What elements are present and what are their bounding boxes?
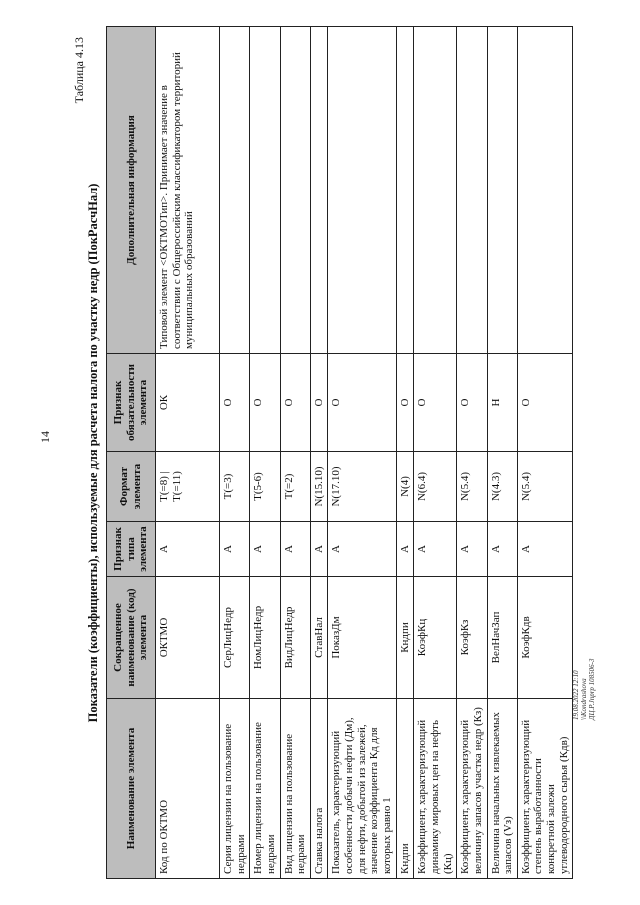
cell-name: Номер лицензии на пользование недрами: [250, 699, 280, 879]
cell-info: [220, 27, 250, 354]
cell-info: [517, 27, 573, 354]
cell-type: А: [328, 522, 396, 577]
col-header-code: Сокращенное наименование (код) элемента: [107, 577, 156, 699]
stamp-path: \\Kondrashova ДЦ.Р.Jnprp 108506-3: [580, 658, 597, 720]
cell-info: [487, 27, 517, 354]
table-row: [396, 27, 414, 879]
cell-format: T(=8) | T(=11): [156, 452, 220, 522]
col-header-type: Признак типа элемента: [107, 522, 156, 577]
cell-required: О: [396, 354, 414, 452]
table-row: [280, 27, 310, 879]
cell-format: N(5.4): [457, 452, 487, 522]
table-row: [250, 27, 280, 879]
cell-info: [328, 27, 396, 354]
col-header-name: Наименование элемента: [107, 699, 156, 879]
cell-name: Коэффициент, характеризующий степень выработанности конкретной залежи углеводородного сырья (Кдв): [517, 699, 573, 879]
page-number: 14: [38, 431, 52, 443]
cell-name: Ставка налога: [310, 699, 328, 879]
cell-code: КоэфКц: [414, 577, 457, 699]
table-label: Таблица 4.13: [72, 37, 86, 104]
cell-name: Код по ОКТМО: [156, 699, 220, 879]
cell-required: О: [310, 354, 328, 452]
cell-info: [250, 27, 280, 354]
cell-type: А: [280, 522, 310, 577]
elements-table: [106, 26, 573, 879]
cell-type: А: [487, 522, 517, 577]
cell-format: T(5-6): [250, 452, 280, 522]
cell-required: О: [220, 354, 250, 452]
cell-format: N(4): [396, 452, 414, 522]
cell-format: T(=3): [220, 452, 250, 522]
cell-name: Величина начальных извлекаемых запасов (Vз): [487, 699, 517, 879]
col-header-info: Дополнительная информация: [107, 27, 156, 354]
col-header-format: Формат элемента: [107, 452, 156, 522]
cell-required: Н: [487, 354, 517, 452]
cell-code: НомЛицНедр: [250, 577, 280, 699]
cell-type: А: [457, 522, 487, 577]
cell-code: ВелНачЗап: [487, 577, 517, 699]
stamp-date: 19.08.2022 12:10: [572, 670, 580, 720]
cell-type: А: [396, 522, 414, 577]
cell-code: КоэфКдв: [517, 577, 573, 699]
cell-name: Вид лицензии на пользование недрами: [280, 699, 310, 879]
cell-name: Показатель, характеризующий особенности добычи нефти (Дм), для нефти, добытой из залежей, значение коэффициента Кд для которых равно 1: [328, 699, 396, 879]
cell-required: О: [280, 354, 310, 452]
cell-name: Коэффициент, характеризующий величину запасов участка недр (Кз): [457, 699, 487, 879]
cell-name: Серия лицензии на пользование недрами: [220, 699, 250, 879]
cell-code: ПоказДм: [328, 577, 396, 699]
cell-required: О: [250, 354, 280, 452]
cell-code: ВидЛицНедр: [280, 577, 310, 699]
cell-format: N(6.4): [414, 452, 457, 522]
cell-type: А: [414, 522, 457, 577]
cell-code: КоэфКз: [457, 577, 487, 699]
table-row: [457, 27, 487, 879]
cell-required: ОК: [156, 354, 220, 452]
cell-type: А: [220, 522, 250, 577]
cell-required: О: [517, 354, 573, 452]
cell-code: СтавНал: [310, 577, 328, 699]
table-title: Показатели (коэффициенты), используемые для расчета налога по участку недр (ПокРасчНал): [86, 183, 100, 723]
cell-type: А: [250, 522, 280, 577]
cell-code: Кндпи: [396, 577, 414, 699]
table-row: [328, 27, 396, 879]
cell-type: А: [517, 522, 573, 577]
cell-info: Типовой элемент <ОКТМОТип>. Принимает значение в соответствии с Общероссийским классификатором территорий муниципальных образований: [156, 27, 220, 354]
cell-info: [396, 27, 414, 354]
table-row: [487, 27, 517, 879]
cell-required: О: [414, 354, 457, 452]
cell-name: Кндпи: [396, 699, 414, 879]
cell-required: О: [457, 354, 487, 452]
cell-info: [414, 27, 457, 354]
table-row: [220, 27, 250, 879]
table-row: [310, 27, 328, 879]
cell-info: [310, 27, 328, 354]
table-row: [156, 27, 220, 879]
table-header-row: [107, 27, 156, 879]
col-header-required: Признак обязательности элемента: [107, 354, 156, 452]
cell-format: N(5.4): [517, 452, 573, 522]
cell-format: N(4.3): [487, 452, 517, 522]
cell-code: СерЛицНедр: [220, 577, 250, 699]
cell-format: N(17.10): [328, 452, 396, 522]
cell-type: А: [156, 522, 220, 577]
cell-required: О: [328, 354, 396, 452]
cell-format: N(15.10): [310, 452, 328, 522]
table-row: [414, 27, 457, 879]
cell-code: ОКТМО: [156, 577, 220, 699]
cell-name: Коэффициент, характеризующий динамику мировых цен на нефть (Кц): [414, 699, 457, 879]
cell-format: T(=2): [280, 452, 310, 522]
rotated-table-page: [70, 27, 610, 879]
cell-info: [457, 27, 487, 354]
cell-type: А: [310, 522, 328, 577]
table-row: [517, 27, 573, 879]
cell-info: [280, 27, 310, 354]
